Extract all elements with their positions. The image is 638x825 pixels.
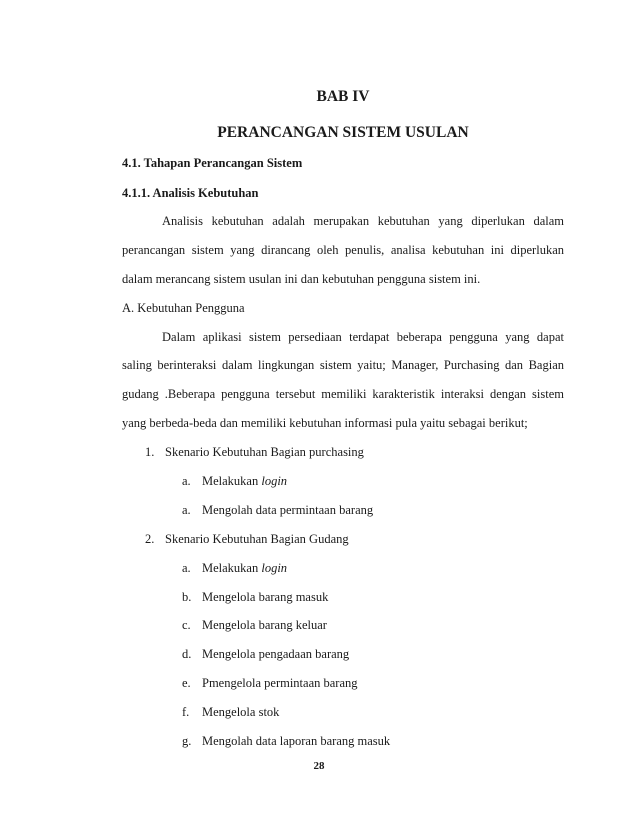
list-item: g. Mengolah data laporan barang masuk: [182, 734, 391, 748]
list-item: d. Mengelola pengadaan barang: [182, 647, 350, 661]
list1-heading: [145, 444, 364, 460]
list-item: a. Melakukan login: [182, 474, 288, 488]
paragraph2-line2: saling berinteraksi dalam lingkungan sistem yaitu; Manager, Purchasing dan Bagian: [122, 358, 564, 372]
subsection-heading-a: A. Kebutuhan Pengguna: [122, 301, 245, 315]
paragraph1-line3: dalam merancang sistem usulan ini dan kebutuhan pengguna sistem ini.: [122, 272, 481, 286]
list-item: f. Mengelola stok: [182, 705, 280, 719]
list-item: e. Pmengelola permintaan barang: [182, 676, 358, 690]
paragraph1-line1: Analisis kebutuhan adalah merupakan kebutuhan yang diperlukan dalam: [162, 214, 564, 228]
list2-marker: 2.: [145, 532, 155, 546]
list-item: b. Mengelola barang masuk: [182, 590, 329, 604]
paragraph2-line4: yang berbeda-beda dan memiliki kebutuhan informasi pula yaitu sebagai berikut;: [122, 416, 528, 430]
list-item: a. Melakukan login: [182, 561, 288, 575]
list-item: a. Mengolah data permintaan barang: [182, 503, 374, 517]
list2-heading: [145, 531, 349, 547]
paragraph2-line1: Dalam aplikasi sistem persediaan terdapat beberapa pengguna yang dapat: [162, 330, 564, 344]
list1-marker: 1.: [145, 445, 155, 459]
list1-label: Skenario Kebutuhan Bagian purchasing: [165, 445, 364, 459]
section-heading-4-1: 4.1. Tahapan Perancangan Sistem: [122, 156, 303, 170]
paragraph1-line2: perancangan sistem yang dirancang oleh penulis, analisa kebutuhan ini diperlukan: [122, 243, 564, 257]
paragraph2-line3: gudang .Beberapa pengguna tersebut memiliki karakteristik interaksi dengan sistem: [122, 387, 564, 401]
chapter-title: PERANCANGAN SISTEM USULAN: [217, 124, 469, 141]
chapter-heading: BAB IV: [316, 88, 370, 105]
page-number: 28: [313, 760, 325, 772]
section-heading-4-1-1: 4.1.1. Analisis Kebutuhan: [122, 186, 259, 200]
list2-label: Skenario Kebutuhan Bagian Gudang: [165, 532, 349, 546]
list-item: c. Mengelola barang keluar: [182, 618, 327, 632]
